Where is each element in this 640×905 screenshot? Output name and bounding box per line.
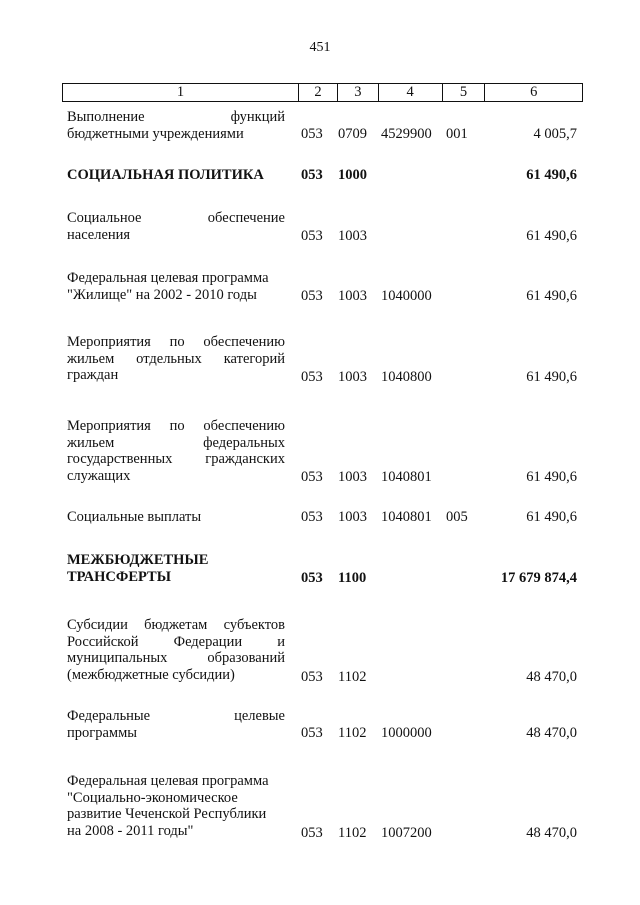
row-name: [67, 509, 285, 526]
row-name-line: развитие Чеченской Республики: [67, 806, 267, 822]
row-code-2: 053: [301, 288, 323, 304]
row-code-3: 1003: [338, 228, 367, 244]
header-col-1: 1: [63, 84, 299, 101]
row-name: [67, 167, 285, 184]
row-name-line: населения: [67, 226, 131, 243]
row-code-4: 1007200: [381, 825, 432, 841]
row-code-3: 1102: [338, 725, 367, 741]
row-name: [67, 334, 285, 384]
header-col-5: 5: [443, 84, 486, 101]
header-col-6: 6: [530, 84, 538, 100]
row-code-4: 1040801: [381, 469, 432, 485]
row-code-4: 1040801: [381, 509, 432, 525]
row-code-2: 053: [301, 167, 323, 183]
row-code-3: 1000: [338, 167, 367, 183]
row-name-line: государственных гражданских: [67, 451, 285, 467]
row-name-line: ТРАНСФЕРТЫ: [67, 568, 171, 585]
row-name-line: жильем отдельных категорий: [67, 350, 285, 367]
row-amount: 4 005,7: [533, 125, 577, 142]
row-code-4: 4529900: [381, 125, 432, 142]
row-name: [67, 552, 285, 585]
row-code-3: 1102: [338, 669, 367, 685]
row-name-line: СОЦИАЛЬНАЯ ПОЛИТИКА: [67, 167, 264, 183]
row-name: [67, 210, 285, 243]
row-name-line: Субсидии бюджетам субъектов: [67, 617, 285, 633]
row-code-4: 1040800: [381, 369, 432, 385]
header-col-3: 3: [338, 84, 379, 101]
row-amount: 61 490,6: [526, 469, 577, 485]
row-name-line: жильем федеральных: [67, 434, 285, 451]
row-code-2: 053: [301, 509, 323, 525]
row-name-line: на 2008 - 2011 годы": [67, 822, 194, 839]
row-code-4: 1040000: [381, 288, 432, 304]
row-name-line: муниципальных образований: [67, 650, 285, 666]
row-name-line: Выполнение функций: [67, 109, 285, 125]
header-col-4: 4: [379, 84, 443, 101]
row-name-line: служащих: [67, 467, 131, 484]
row-amount: 61 490,6: [526, 369, 577, 385]
row-name: [67, 418, 285, 484]
row-amount: 61 490,6: [526, 288, 577, 304]
table-header: [62, 83, 583, 102]
row-code-2: 053: [301, 469, 323, 485]
row-name-line: Федеральная целевая программа: [67, 270, 269, 286]
row-code-2: 053: [301, 369, 323, 385]
row-name: [67, 773, 285, 839]
row-code-3: 1003: [338, 509, 367, 525]
row-code-3: 1003: [338, 469, 367, 485]
row-amount: 17 679 874,4: [500, 570, 577, 586]
row-code-5: 005: [446, 509, 468, 525]
row-code-3: 1102: [338, 825, 367, 841]
row-code-3: 1100: [338, 570, 367, 586]
row-amount: 48 470,0: [526, 725, 577, 741]
row-amount: 48 470,0: [526, 825, 577, 841]
row-name-line: Федеральная целевая программа: [67, 773, 269, 789]
row-amount: 61 490,6: [526, 509, 577, 525]
row-code-3: 1003: [338, 288, 367, 304]
row-code-5: 001: [446, 125, 468, 142]
row-name: [67, 270, 285, 303]
row-name-line: Федеральные целевые: [67, 708, 285, 724]
row-name-line: программы: [67, 724, 137, 741]
row-name: [67, 708, 285, 741]
row-name-line: "Жилище" на 2002 - 2010 годы: [67, 286, 257, 303]
row-name-line: МЕЖБЮДЖЕТНЫЕ: [67, 552, 209, 568]
row-name-line: граждан: [67, 367, 119, 383]
row-code-3: 0709: [338, 125, 367, 142]
row-amount: 61 490,6: [526, 228, 577, 244]
row-name: [67, 109, 285, 142]
row-name-line: бюджетными учреждениями: [67, 125, 244, 142]
row-name-line: Социальные выплаты: [67, 509, 202, 525]
row-code-2: 053: [301, 669, 323, 685]
row-name: [67, 617, 285, 683]
row-amount: 48 470,0: [526, 669, 577, 685]
row-amount: 61 490,6: [526, 167, 577, 183]
row-name-line: Мероприятия по обеспечению: [67, 418, 285, 434]
row-name-line: Мероприятия по обеспечению: [67, 334, 285, 350]
row-code-2: 053: [301, 570, 323, 586]
row-code-2: 053: [301, 125, 323, 142]
row-code-4: 1000000: [381, 725, 432, 741]
row-name-line: Российской Федерации и: [67, 633, 285, 650]
row-name-line: Социальное обеспечение: [67, 210, 285, 226]
row-name-line: (межбюджетные субсидии): [67, 666, 235, 683]
header-col-2: 2: [299, 84, 338, 101]
row-code-2: 053: [301, 825, 323, 841]
page-number: 451: [309, 40, 331, 55]
row-name-line: "Социально-экономическое: [67, 789, 238, 806]
row-code-2: 053: [301, 228, 323, 244]
row-code-3: 1003: [338, 369, 367, 385]
row-code-2: 053: [301, 725, 323, 741]
